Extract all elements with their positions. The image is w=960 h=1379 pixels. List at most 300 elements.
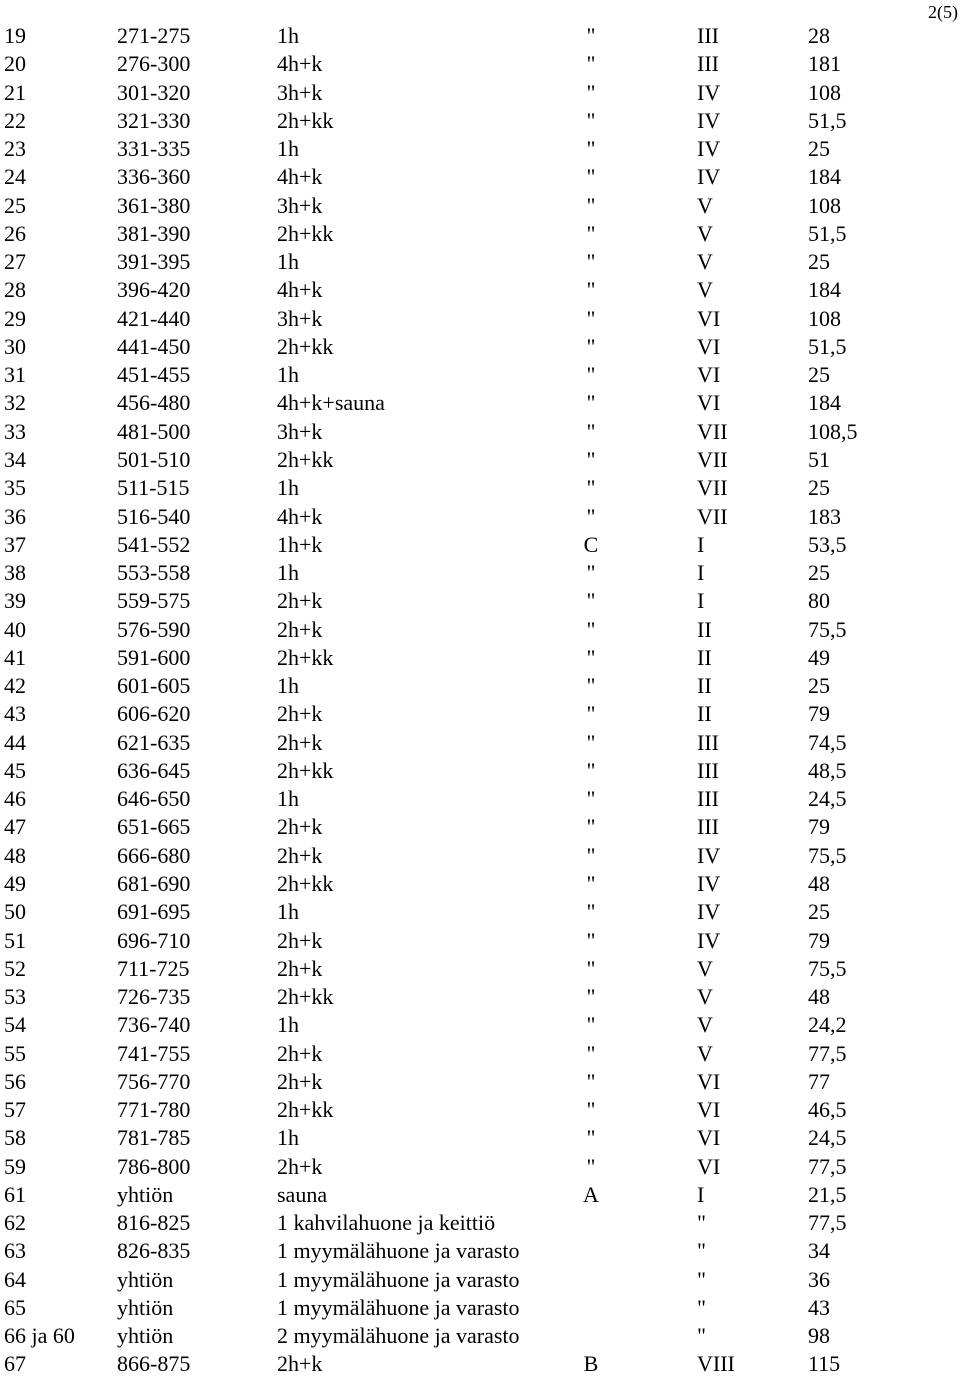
area-value: 48,5 — [808, 757, 847, 783]
table-row — [0, 1350, 960, 1378]
row-number: 61 — [4, 1181, 26, 1207]
row-number: 34 — [4, 446, 26, 472]
apartment-range: 681-690 — [117, 870, 191, 896]
apartment-type: 2h+k — [277, 927, 323, 953]
apartment-range: yhtiön — [117, 1323, 174, 1349]
apartment-range: 361-380 — [117, 192, 191, 218]
table-row — [0, 248, 960, 276]
apartment-range: 646-650 — [117, 786, 191, 812]
table-row — [0, 333, 960, 361]
area-value: 181 — [808, 51, 841, 77]
apartment-type: 1h — [277, 475, 299, 501]
apartment-type: 3h+k — [277, 305, 323, 331]
section-letter: " — [586, 616, 596, 642]
apartment-type: 2h+kk — [277, 870, 334, 896]
row-number: 52 — [4, 955, 26, 981]
floor-number: VIII — [697, 1351, 735, 1377]
area-value: 184 — [808, 390, 841, 416]
floor-number: " — [697, 1323, 706, 1349]
row-number: 57 — [4, 1097, 26, 1123]
area-value: 51,5 — [808, 333, 847, 359]
row-number: 23 — [4, 136, 26, 162]
section-letter: " — [586, 136, 596, 162]
section-letter: B — [583, 1351, 599, 1377]
apartment-range: 621-635 — [117, 729, 191, 755]
apartment-type: 2h+k — [277, 955, 323, 981]
apartment-type: 1h — [277, 249, 299, 275]
apartment-range: 381-390 — [117, 220, 191, 246]
area-value: 24,5 — [808, 1125, 847, 1151]
table-row — [0, 1124, 960, 1152]
table-row — [0, 1040, 960, 1068]
section-letter: " — [586, 475, 596, 501]
table-row — [0, 192, 960, 220]
row-number: 24 — [4, 164, 26, 190]
section-letter: " — [586, 305, 596, 331]
row-number: 49 — [4, 870, 26, 896]
apartment-range: 726-735 — [117, 984, 191, 1010]
floor-number: III — [697, 23, 719, 48]
apartment-range: 516-540 — [117, 503, 191, 529]
table-row — [0, 1294, 960, 1322]
section-letter: " — [586, 277, 596, 303]
row-number: 63 — [4, 1238, 26, 1264]
apartment-type: 1h — [277, 1125, 299, 1151]
area-value: 108 — [808, 305, 841, 331]
apartment-range: 553-558 — [117, 560, 191, 586]
apartment-range: 501-510 — [117, 446, 191, 472]
row-number: 48 — [4, 842, 26, 868]
floor-number: IV — [697, 870, 721, 896]
apartment-range: 271-275 — [117, 23, 191, 48]
row-number: 21 — [4, 79, 26, 105]
section-letter: " — [586, 79, 596, 105]
row-number: 39 — [4, 588, 26, 614]
row-number: 27 — [4, 249, 26, 275]
floor-number: VII — [697, 446, 728, 472]
row-number: 58 — [4, 1125, 26, 1151]
area-value: 25 — [808, 362, 830, 388]
apartment-range: 666-680 — [117, 842, 191, 868]
area-value: 43 — [808, 1294, 830, 1320]
area-value: 48 — [808, 870, 830, 896]
apartment-range: 451-455 — [117, 362, 191, 388]
row-number: 62 — [4, 1210, 26, 1236]
apartment-type: 2h+kk — [277, 984, 334, 1010]
floor-number: " — [697, 1210, 706, 1236]
area-value: 51,5 — [808, 107, 847, 133]
floor-number: IV — [697, 79, 721, 105]
floor-number: I — [697, 1181, 705, 1207]
row-number: 59 — [4, 1153, 26, 1179]
section-letter: " — [586, 701, 596, 727]
table-row — [0, 503, 960, 531]
apartment-type: sauna — [277, 1181, 328, 1207]
table-row — [0, 983, 960, 1011]
table-row — [0, 220, 960, 248]
table-row — [0, 107, 960, 135]
area-value: 77,5 — [808, 1153, 847, 1179]
section-letter: " — [586, 899, 596, 925]
row-number: 33 — [4, 418, 26, 444]
area-value: 108 — [808, 192, 841, 218]
table-row — [0, 559, 960, 587]
section-letter: " — [586, 560, 596, 586]
floor-number: III — [697, 757, 719, 783]
table-row — [0, 1181, 960, 1209]
section-letter: " — [586, 1097, 596, 1123]
row-number: 26 — [4, 220, 26, 246]
floor-number: IV — [697, 164, 721, 190]
area-value: 79 — [808, 814, 830, 840]
table-row — [0, 587, 960, 615]
table-row — [0, 842, 960, 870]
apartment-range: 601-605 — [117, 673, 191, 699]
apartment-range: 456-480 — [117, 390, 191, 416]
apartment-range: 606-620 — [117, 701, 191, 727]
table-row — [0, 418, 960, 446]
apartment-type: 2h+k — [277, 1068, 323, 1094]
table-row — [0, 1068, 960, 1096]
apartment-range: 331-335 — [117, 136, 191, 162]
apartment-type: 1h — [277, 136, 299, 162]
area-value: 77,5 — [808, 1210, 847, 1236]
apartment-type: 3h+k — [277, 79, 323, 105]
floor-number: " — [697, 1266, 706, 1292]
apartment-type: 2h+kk — [277, 1097, 334, 1123]
apartment-range: 781-785 — [117, 1125, 191, 1151]
table-row — [0, 1153, 960, 1181]
floor-number: " — [697, 1294, 706, 1320]
section-letter: " — [586, 870, 596, 896]
floor-number: II — [697, 616, 712, 642]
area-value: 79 — [808, 701, 830, 727]
section-letter: " — [586, 192, 596, 218]
apartment-range: 711-725 — [117, 955, 190, 981]
apartment-range: 511-515 — [117, 475, 190, 501]
apartment-type: 4h+k — [277, 277, 323, 303]
apartment-type: 1h — [277, 1012, 299, 1038]
area-value: 51 — [808, 446, 830, 472]
floor-number: VII — [697, 503, 728, 529]
apartment-range: 866-875 — [117, 1351, 191, 1377]
table-row — [0, 361, 960, 389]
row-number: 43 — [4, 701, 26, 727]
area-value: 98 — [808, 1323, 830, 1349]
row-number: 36 — [4, 503, 26, 529]
section-letter: " — [586, 927, 596, 953]
section-letter: " — [586, 644, 596, 670]
table-row — [0, 1096, 960, 1124]
area-value: 25 — [808, 475, 830, 501]
floor-number: IV — [697, 927, 721, 953]
floor-number: V — [697, 1040, 713, 1066]
table-row — [0, 474, 960, 502]
row-number: 25 — [4, 192, 26, 218]
area-value: 25 — [808, 560, 830, 586]
area-value: 25 — [808, 136, 830, 162]
table-row — [0, 870, 960, 898]
apartment-type: 2h+k — [277, 588, 323, 614]
apartment-type: 4h+k — [277, 503, 323, 529]
apartment-range: 816-825 — [117, 1210, 191, 1236]
section-letter: " — [586, 390, 596, 416]
section-letter: " — [586, 786, 596, 812]
row-number: 19 — [4, 23, 26, 48]
section-letter: " — [586, 164, 596, 190]
section-letter: " — [586, 1125, 596, 1151]
row-number: 38 — [4, 560, 26, 586]
floor-number: IV — [697, 107, 721, 133]
area-value: 24,5 — [808, 786, 847, 812]
row-number: 41 — [4, 644, 26, 670]
table-row — [0, 135, 960, 163]
table-row — [0, 898, 960, 926]
row-number: 56 — [4, 1068, 26, 1094]
table-row — [0, 305, 960, 333]
row-number: 47 — [4, 814, 26, 840]
row-number: 44 — [4, 729, 26, 755]
section-letter: " — [586, 51, 596, 77]
row-number: 55 — [4, 1040, 26, 1066]
apartment-type: 1h — [277, 673, 299, 699]
section-letter: " — [586, 362, 596, 388]
table-row — [0, 955, 960, 983]
floor-number: V — [697, 249, 713, 275]
row-number: 22 — [4, 107, 26, 133]
apartment-range: 826-835 — [117, 1238, 191, 1264]
floor-number: V — [697, 220, 713, 246]
section-letter: " — [586, 1012, 596, 1038]
row-number: 65 — [4, 1294, 26, 1320]
section-letter: " — [586, 814, 596, 840]
area-value: 51,5 — [808, 220, 847, 246]
row-number: 20 — [4, 51, 26, 77]
apartment-type: 1h — [277, 899, 299, 925]
floor-number: VI — [697, 1125, 721, 1151]
area-value: 115 — [808, 1351, 841, 1377]
apartment-type: 2h+kk — [277, 757, 334, 783]
row-number: 45 — [4, 757, 26, 783]
area-value: 36 — [808, 1266, 830, 1292]
row-number: 37 — [4, 531, 26, 557]
floor-number: II — [697, 644, 712, 670]
apartment-range: 481-500 — [117, 418, 191, 444]
floor-number: VII — [697, 418, 728, 444]
apartment-range: 559-575 — [117, 588, 191, 614]
table-row — [0, 927, 960, 955]
floor-number: III — [697, 786, 719, 812]
apartment-type: 2h+kk — [277, 220, 334, 246]
floor-number: " — [697, 1238, 706, 1264]
table-row — [0, 1266, 960, 1294]
section-letter: " — [586, 955, 596, 981]
apartment-type: 2h+k — [277, 701, 323, 727]
area-value: 49 — [808, 644, 830, 670]
apartment-range: 441-450 — [117, 333, 191, 359]
apartment-type: 2h+k — [277, 616, 323, 642]
apartment-range: 321-330 — [117, 107, 191, 133]
floor-number: VII — [697, 475, 728, 501]
section-letter: " — [586, 729, 596, 755]
floor-number: VI — [697, 1153, 721, 1179]
section-letter: " — [586, 220, 596, 246]
section-letter: " — [586, 107, 596, 133]
row-number: 50 — [4, 899, 26, 925]
apartment-type: 4h+k — [277, 164, 323, 190]
area-value: 108 — [808, 79, 841, 105]
row-number: 51 — [4, 927, 26, 953]
apartment-range: yhtiön — [117, 1266, 174, 1292]
table-row — [0, 1011, 960, 1039]
apartment-type: 2 myymälähuone ja varasto — [277, 1323, 520, 1349]
section-letter: " — [586, 1068, 596, 1094]
apartment-range: 541-552 — [117, 531, 191, 557]
apartment-type: 1h — [277, 362, 299, 388]
page-number: 2(5) — [928, 2, 958, 22]
apartment-type: 1h — [277, 786, 299, 812]
area-value: 108,5 — [808, 418, 858, 444]
section-letter: " — [586, 1153, 596, 1179]
table-row — [0, 531, 960, 559]
apartment-range: 691-695 — [117, 899, 191, 925]
area-value: 75,5 — [808, 842, 847, 868]
section-letter: C — [583, 531, 599, 557]
section-letter: " — [586, 333, 596, 359]
area-value: 77 — [808, 1068, 830, 1094]
apartment-type: 2h+kk — [277, 333, 334, 359]
area-value: 74,5 — [808, 729, 847, 755]
table-row — [0, 1237, 960, 1265]
table-row — [0, 813, 960, 841]
area-value: 46,5 — [808, 1097, 847, 1123]
apartment-type: 1 myymälähuone ja varasto — [277, 1238, 520, 1264]
apartment-range: 636-645 — [117, 757, 191, 783]
floor-number: III — [697, 729, 719, 755]
apartment-type: 2h+k — [277, 842, 323, 868]
floor-number: IV — [697, 136, 721, 162]
floor-number: VI — [697, 362, 721, 388]
floor-number: IV — [697, 842, 721, 868]
floor-number: VI — [697, 305, 721, 331]
floor-number: VI — [697, 390, 721, 416]
apartment-range: yhtiön — [117, 1181, 174, 1207]
row-number: 32 — [4, 390, 26, 416]
apartment-type: 2h+k — [277, 1351, 323, 1377]
row-number: 29 — [4, 305, 26, 331]
section-letter: " — [586, 249, 596, 275]
apartment-type: 1 myymälähuone ja varasto — [277, 1294, 520, 1320]
floor-number: V — [697, 192, 713, 218]
apartment-range: 736-740 — [117, 1012, 191, 1038]
table-row — [0, 1322, 960, 1350]
floor-number: III — [697, 814, 719, 840]
row-number: 53 — [4, 984, 26, 1010]
section-letter: " — [586, 842, 596, 868]
floor-number: VI — [697, 1097, 721, 1123]
apartment-type: 1 myymälähuone ja varasto — [277, 1266, 520, 1292]
apartment-type: 2h+k — [277, 814, 323, 840]
area-value: 184 — [808, 277, 841, 303]
row-number: 30 — [4, 333, 26, 359]
apartment-type: 4h+k — [277, 51, 323, 77]
row-number: 54 — [4, 1012, 26, 1038]
area-value: 80 — [808, 588, 830, 614]
area-value: 21,5 — [808, 1181, 847, 1207]
floor-number: II — [697, 673, 712, 699]
apartment-type: 1h+k — [277, 531, 323, 557]
row-number: 35 — [4, 475, 26, 501]
section-letter: " — [586, 984, 596, 1010]
floor-number: II — [697, 701, 712, 727]
apartment-type: 2h+k — [277, 1153, 323, 1179]
apartment-type: 2h+k — [277, 729, 323, 755]
floor-number: V — [697, 1012, 713, 1038]
apartment-range: yhtiön — [117, 1294, 174, 1320]
apartment-type: 2h+k — [277, 1040, 323, 1066]
row-number: 64 — [4, 1266, 26, 1292]
floor-number: V — [697, 277, 713, 303]
table-row — [0, 757, 960, 785]
section-letter: " — [586, 588, 596, 614]
floor-number: VI — [697, 333, 721, 359]
apartment-type: 3h+k — [277, 192, 323, 218]
table-row — [0, 22, 960, 50]
section-letter: " — [586, 503, 596, 529]
floor-number: V — [697, 984, 713, 1010]
apartment-type: 1 kahvilahuone ja keittiö — [277, 1210, 496, 1236]
area-value: 24,2 — [808, 1012, 847, 1038]
apartment-type: 1h — [277, 23, 299, 48]
area-value: 183 — [808, 503, 841, 529]
section-letter: " — [586, 1040, 596, 1066]
floor-number: VI — [697, 1068, 721, 1094]
floor-number: III — [697, 51, 719, 77]
area-value: 53,5 — [808, 531, 847, 557]
table-row — [0, 1209, 960, 1237]
table-row — [0, 644, 960, 672]
table-row — [0, 672, 960, 700]
floor-number: I — [697, 531, 705, 557]
area-value: 75,5 — [808, 616, 847, 642]
table-row — [0, 446, 960, 474]
apartment-type: 2h+kk — [277, 446, 334, 472]
floor-number: IV — [697, 899, 721, 925]
table-row — [0, 276, 960, 304]
apartment-range: 301-320 — [117, 79, 191, 105]
row-number: 67 — [4, 1351, 26, 1377]
table-row — [0, 729, 960, 757]
apartment-type: 3h+k — [277, 418, 323, 444]
table-row — [0, 700, 960, 728]
section-letter: " — [586, 23, 596, 48]
row-number: 46 — [4, 786, 26, 812]
area-value: 184 — [808, 164, 841, 190]
apartment-range: 421-440 — [117, 305, 191, 331]
area-value: 25 — [808, 899, 830, 925]
area-value: 77,5 — [808, 1040, 847, 1066]
apartment-range: 696-710 — [117, 927, 191, 953]
table-row — [0, 79, 960, 107]
table-row — [0, 50, 960, 78]
apartment-range: 756-770 — [117, 1068, 191, 1094]
area-value: 25 — [808, 249, 830, 275]
apartment-type: 2h+kk — [277, 644, 334, 670]
apartment-range: 276-300 — [117, 51, 191, 77]
area-value: 79 — [808, 927, 830, 953]
apartment-range: 391-395 — [117, 249, 191, 275]
table-row — [0, 163, 960, 191]
